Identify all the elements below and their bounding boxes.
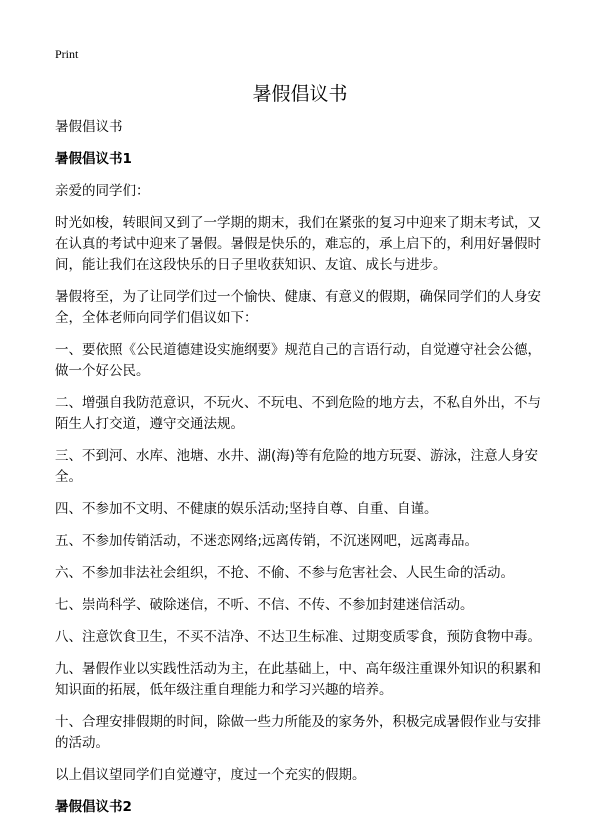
body-paragraph: 暑假将至，为了让同学们过一个愉快、健康、有意义的假期，确保同学们的人身安全，全体老师向同学们倡议如下： bbox=[55, 289, 541, 326]
list-item: 八、注意饮食卫生，不买不洁净、不达卫生标准、过期变质零食，预防食物中毒。 bbox=[55, 629, 541, 645]
document-body bbox=[55, 117, 547, 829]
list-item: 九、暑假作业以实践性活动为主，在此基础上，中、高年级注重课外知识的积累和知识面的拓展，低年级注重自理能力和学习兴趣的培养。 bbox=[55, 661, 541, 698]
list-item: 三、不到河、水库、池塘、水井、湖(海)等有危险的地方玩耍、游泳，注意人身安全。 bbox=[55, 448, 539, 485]
list-item: 七、崇尚科学、破除迷信，不听、不信、不传、不参加封建迷信活动。 bbox=[55, 597, 474, 613]
list-item: 六、不参加非法社会组织，不抢、不偷、不参与危害社会、人民生命的活动。 bbox=[55, 565, 514, 581]
salutation: 亲爱的同学们： bbox=[55, 183, 150, 199]
list-item: 二、增强自我防范意识，不玩火、不玩电、不到危险的地方去，不私自外出，不与陌生人打交道，遵守交通法规。 bbox=[55, 395, 541, 432]
list-item: 四、不参加不文明、不健康的娱乐活动;坚持自尊、自重、自谨。 bbox=[55, 501, 438, 517]
section-heading: 暑假倡议书2 bbox=[55, 799, 132, 815]
page-title: 暑假倡议书 bbox=[252, 83, 348, 105]
list-item: 十、合理安排假期的时间，除做一些力所能及的家务外，积极完成暑假作业与安排的活动。 bbox=[55, 714, 541, 751]
list-item: 五、不参加传销活动，不迷恋网络;远离传销，不沉迷网吧，远离毒品。 bbox=[55, 533, 479, 549]
print-link[interactable]: Print bbox=[55, 47, 79, 61]
intro-line: 暑假倡议书 bbox=[55, 119, 123, 135]
closing-paragraph: 以上倡议望同学们自觉遵守，度过一个充实的假期。 bbox=[55, 767, 366, 783]
list-item: 一、要依照《公民道德建设实施纲要》规范自己的言语行动，自觉遵守社会公德，做一个好公民。 bbox=[55, 342, 541, 379]
section-heading: 暑假倡议书1 bbox=[55, 151, 132, 167]
body-paragraph: 时光如梭，转眼间又到了一学期的期末，我们在紧张的复习中迎来了期末考试，又在认真的考试中迎来了暑假。暑假是快乐的，难忘的，承上启下的，利用好暑假时间，能让我们在这段快乐的日子里收获知识、友谊、成长与进步。 bbox=[55, 215, 541, 273]
